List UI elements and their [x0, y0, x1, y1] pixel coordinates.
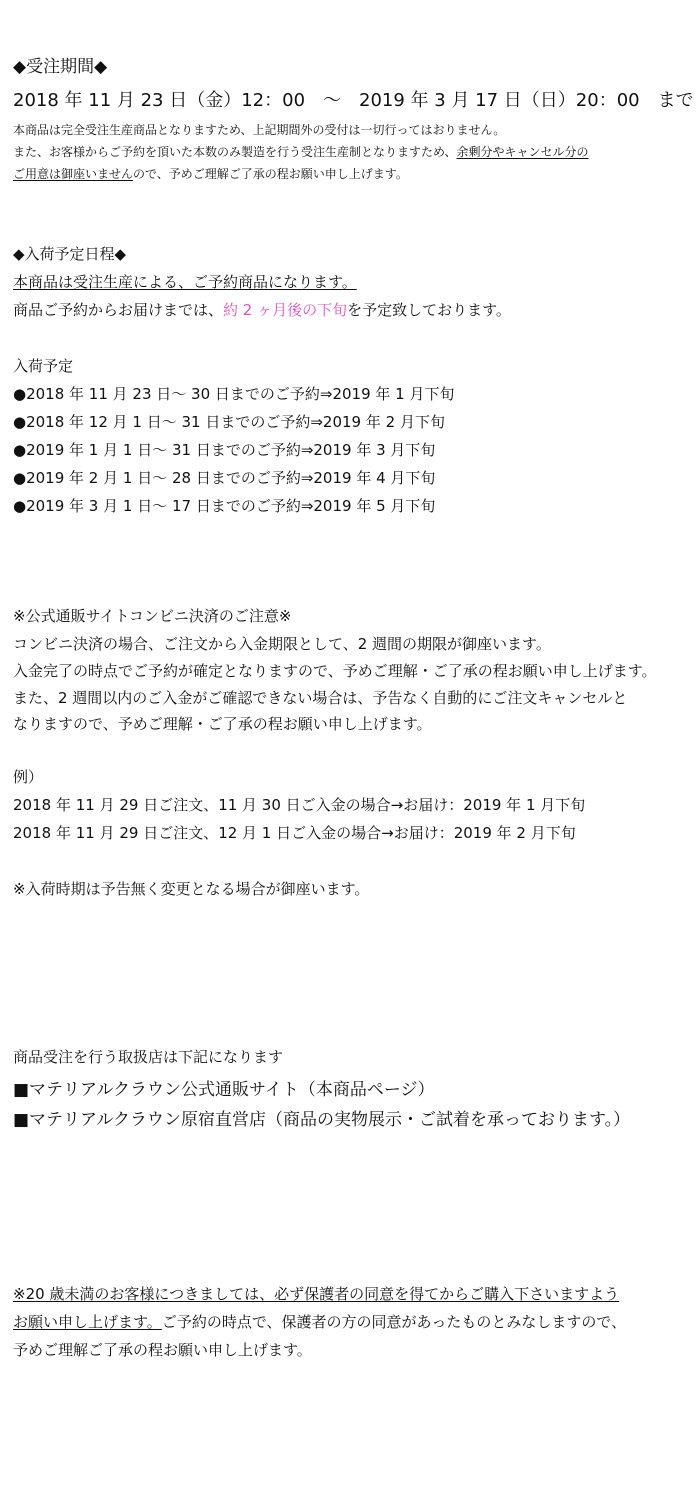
schedule-item: ●2018 年 11 月 23 日～ 30 日までのご予約⇒2019 年 1 月下旬 — [13, 385, 455, 403]
made-to-order-note: 本商品は受注生産による、ご予約商品になります。 — [13, 273, 357, 291]
delivery-estimate — [13, 299, 511, 320]
convenience-line: コンビニ決済の場合、ご注文から入金期限として、2 週間の期限が御座います。 — [13, 635, 551, 653]
minors-notice-line-1: ※20 歳未満のお客様につきましては、必ず保護者の同意を得てからご購入下さいますよう — [13, 1285, 620, 1303]
stores-title: 商品受注を行う取扱店は下記になります — [13, 1048, 284, 1066]
arrival-heading: ◆入荷予定日程◆ — [13, 245, 127, 263]
order-period-heading: ◆受注期間◆ — [13, 57, 108, 77]
minors-notice-line-3: 予めご理解ご了承の程お願い申し上げます。 — [13, 1341, 312, 1359]
order-period-note-2-underlined: 余剰分やキャンセル分の — [456, 145, 589, 159]
minors-notice-line-2-underlined: お願い申し上げます。 — [13, 1313, 162, 1331]
schedule-item: ●2019 年 2 月 1 日～ 28 日までのご予約⇒2019 年 4 月下旬 — [13, 469, 436, 487]
schedule-item: ●2019 年 3 月 1 日～ 17 日までのご予約⇒2019 年 5 月下旬 — [13, 497, 436, 515]
order-period-note-3-suffix: ので、予めご理解ご了承の程お願い申し上げます。 — [133, 167, 408, 181]
minors-notice-line-2 — [13, 1311, 626, 1332]
schedule-item: ●2019 年 1 月 1 日～ 31 日までのご予約⇒2019 年 3 月下旬 — [13, 441, 436, 459]
order-period-note-3-underlined: ご用意は御座いません — [13, 167, 134, 181]
store-item-harajuku-shop: ■マテリアルクラウン原宿直営店（商品の実物展示・ご試着を承っております。） — [13, 1110, 631, 1130]
store-item-online-shop: ■マテリアルクラウン公式通販サイト（本商品ページ） — [13, 1080, 435, 1100]
delivery-estimate-suffix: を予定致しております。 — [347, 301, 511, 319]
schedule-item: ●2018 年 12 月 1 日～ 31 日までのご予約⇒2019 年 2 月下旬 — [13, 413, 445, 431]
delivery-estimate-highlight: 約 2 ヶ月後の下旬 — [223, 301, 348, 319]
order-period-note-3 — [13, 165, 408, 182]
convenience-line: また、2 週間以内のご入金がご確認できない場合は、予告なく自動的にご注文キャンセルと — [13, 689, 628, 707]
convenience-line: なりますので、予めご理解・ご了承の程お願い申し上げます。 — [13, 715, 432, 733]
example-title: 例） — [13, 768, 44, 786]
arrival-change-notice: ※入荷時期は予告無く変更となる場合が御座います。 — [13, 880, 370, 898]
convenience-heading: ※公式通販サイトコンビニ決済のご注意※ — [13, 607, 292, 625]
order-period-note-2-prefix: また、お客様からご予約を頂いた本数のみ製造を行う受注生産制となりますため、 — [13, 145, 457, 159]
delivery-estimate-prefix: 商品ご予約からお届けまでは、 — [13, 301, 224, 319]
convenience-line: 入金完了の時点でご予約が確定となりますので、予めご理解・ご了承の程お願い申し上げます。 — [13, 662, 657, 680]
example-line: 2018 年 11 月 29 日ご注文、11 月 30 日ご入金の場合→お届け：2019 年 1 月下旬 — [13, 796, 586, 814]
order-period-dates: 2018 年 11 月 23 日（金）12：00 ～ 2019 年 3 月 17 日（日）20：00 まで — [13, 90, 694, 111]
minors-notice-line-2-suffix: ご予約の時点で、保護者の方の同意があったものとみなしますので、 — [161, 1313, 627, 1331]
example-line: 2018 年 11 月 29 日ご注文、12 月 1 日ご入金の場合→お届け：2019 年 2 月下旬 — [13, 824, 576, 842]
schedule-title: 入荷予定 — [13, 357, 74, 375]
order-period-note-1: 本商品は完全受注生産商品となりますため、上記期間外の受付は一切行ってはおりません。 — [13, 123, 506, 137]
order-period-note-2 — [13, 143, 589, 160]
